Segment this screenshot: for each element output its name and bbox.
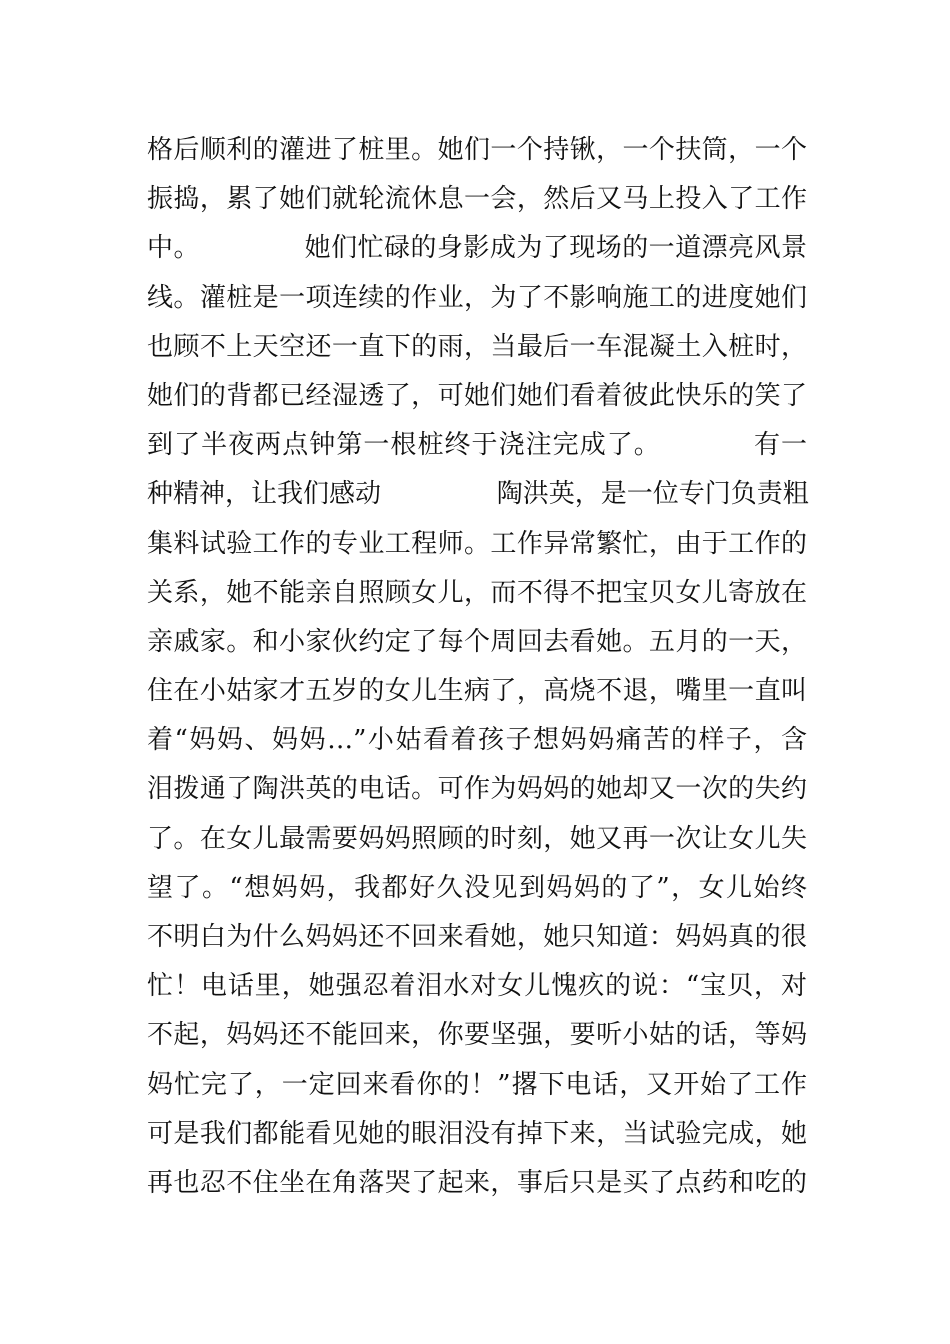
text-line: 住在小姑家才五岁的女儿生病了，高烧不退，嘴里一直叫 xyxy=(147,676,807,707)
text-line: 着“妈妈、妈妈…”小姑看着孩子想妈妈痛苦的样子，含 xyxy=(147,725,807,756)
text-line: 集料试验工作的专业工程师。工作异常繁忙，由于工作的 xyxy=(147,528,807,559)
text-line: 亲戚家。和小家伙约定了每个周回去看她。五月的一天， xyxy=(147,626,807,657)
text-line: 线。灌桩是一项连续的作业，为了不影响施工的进度她们 xyxy=(147,282,807,313)
text-line: 泪拨通了陶洪英的电话。可作为妈妈的她却又一次的失约 xyxy=(147,774,807,805)
text-line: 振捣，累了她们就轮流休息一会，然后又马上投入了工作 xyxy=(147,184,807,215)
text-line: 不明白为什么妈妈还不回来看她，她只知道：妈妈真的很 xyxy=(147,922,807,952)
text-line: 再也忍不住坐在角落哭了起来，事后只是买了点药和吃的 xyxy=(147,1167,807,1198)
text-line: 不起，妈妈还不能回来，你要坚强，要听小姑的话，等妈 xyxy=(147,1020,807,1051)
text-line: 望了。“想妈妈，我都好久没见到妈妈的了”，女儿始终 xyxy=(147,872,807,903)
text-line: 妈忙完了，一定回来看你的！”撂下电话，又开始了工作 xyxy=(147,1069,807,1100)
text-line: 忙！电话里，她强忍着泪水对女儿愧疚的说：“宝贝，对 xyxy=(147,971,807,1002)
body-text xyxy=(147,126,807,1208)
text-line: 了。在女儿最需要妈妈照顾的时刻，她又再一次让女儿失 xyxy=(147,823,807,854)
text-line: 中。 她们忙碌的身影成为了现场的一道漂亮风景 xyxy=(147,233,807,264)
text-line: 关系，她不能亲自照顾女儿，而不得不把宝贝女儿寄放在 xyxy=(147,577,807,608)
text-line: 可是我们都能看见她的眼泪没有掉下来，当试验完成，她 xyxy=(147,1118,807,1149)
text-line: 种精神，让我们感动 陶洪英，是一位专门负责粗 xyxy=(147,479,809,510)
text-line: 到了半夜两点钟第一根桩终于浇注完成了。 有一 xyxy=(147,430,807,461)
text-line: 也顾不上天空还一直下的雨，当最后一车混凝土入桩时， xyxy=(147,331,807,362)
text-line: 格后顺利的灌进了桩里。她们一个持锹，一个扶筒，一个 xyxy=(147,135,807,165)
text-line: 她们的背都已经湿透了，可她们她们看着彼此快乐的笑了 xyxy=(147,380,807,411)
